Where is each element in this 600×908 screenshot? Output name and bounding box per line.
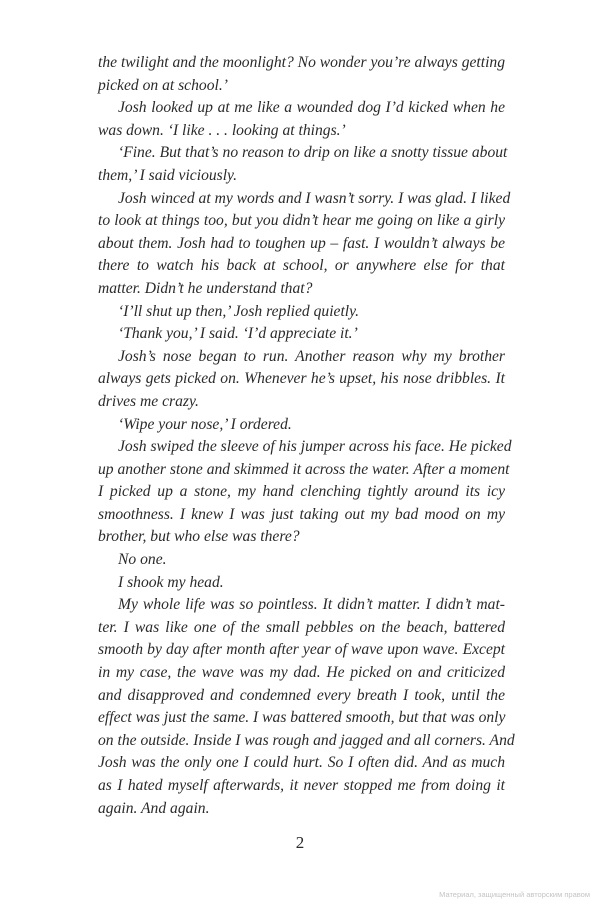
text-line: smooth by day after month after year of wave upon wave. Except — [98, 641, 505, 659]
text-line: Josh looked up at me like a wounded dog I’d kicked when he — [118, 99, 505, 117]
text-line: Josh’s nose began to run. Another reason why my brother — [118, 347, 505, 365]
text-line: ‘Thank you,’ I said. ‘I’d appreciate it.’ — [118, 325, 358, 343]
text-line: Josh was the only one I could hurt. So I often did. And as much — [98, 754, 505, 772]
text-line: and disapproved and condemned every breath I took, until the — [98, 686, 505, 704]
text-line: I picked up a stone, my hand clenching tightly around its icy — [98, 483, 505, 501]
text-line: ‘Wipe your nose,’ I ordered. — [118, 415, 292, 433]
text-line: the twilight and the moonlight? No wonder you’re always getting — [98, 54, 505, 71]
text-line: was down. ‘I like . . . looking at things.’ — [98, 121, 346, 139]
text-line: always gets picked on. Whenever he’s upset, his nose dribbles. It — [98, 370, 505, 388]
page-body — [98, 52, 515, 820]
text-line: brother, but who else was there? — [98, 528, 300, 546]
text-line: as I hated myself afterwards, it never stopped me from doing it — [98, 777, 505, 794]
text-line: to look at things too, but you didn’t hear me going on like a girly — [98, 212, 505, 230]
page-number: 2 — [295, 833, 305, 852]
text-line: on the outside. Inside I was rough and jagged and all corners. And — [98, 731, 515, 749]
text-line: My whole life was so pointless. It didn’t matter. I didn’t mat- — [118, 596, 505, 614]
text-line: drives me crazy. — [98, 392, 199, 410]
text-line: there to watch his back at school, or anywhere else for that — [98, 257, 505, 275]
text-line: picked on at school.’ — [98, 76, 228, 94]
text-line: again. And again. — [98, 799, 210, 817]
text-line: I shook my head. — [118, 573, 224, 591]
text-line: ‘I’ll shut up then,’ Josh replied quietly. — [118, 302, 360, 320]
text-line: smoothness. I knew I was just taking out my bad mood on my — [98, 505, 505, 523]
text-line: ter. I was like one of the small pebbles on the beach, battered — [98, 618, 505, 636]
text-line: matter. Didn’t he understand that? — [98, 279, 313, 297]
text-line: ‘Fine. But that’s no reason to drip on like a snotty tissue about — [118, 144, 508, 162]
text-line: Josh winced at my words and I wasn’t sorry. I was glad. I liked — [118, 189, 511, 207]
text-line: them,’ I said viciously. — [98, 166, 238, 184]
text-line: up another stone and skimmed it across the water. After a moment — [98, 460, 510, 478]
text-line: effect was just the same. I was battered smooth, but that was only — [98, 709, 506, 727]
text-line: Josh swiped the sleeve of his jumper across his face. He picked — [118, 438, 512, 456]
copyright-watermark: Материал, защищенный авторским правом — [439, 890, 590, 899]
text-line: No one. — [118, 551, 167, 569]
text-line: about them. Josh had to toughen up – fast. I wouldn’t always be — [98, 234, 505, 252]
text-line: in my case, the wave was my dad. He picked on and criticized — [98, 664, 505, 682]
